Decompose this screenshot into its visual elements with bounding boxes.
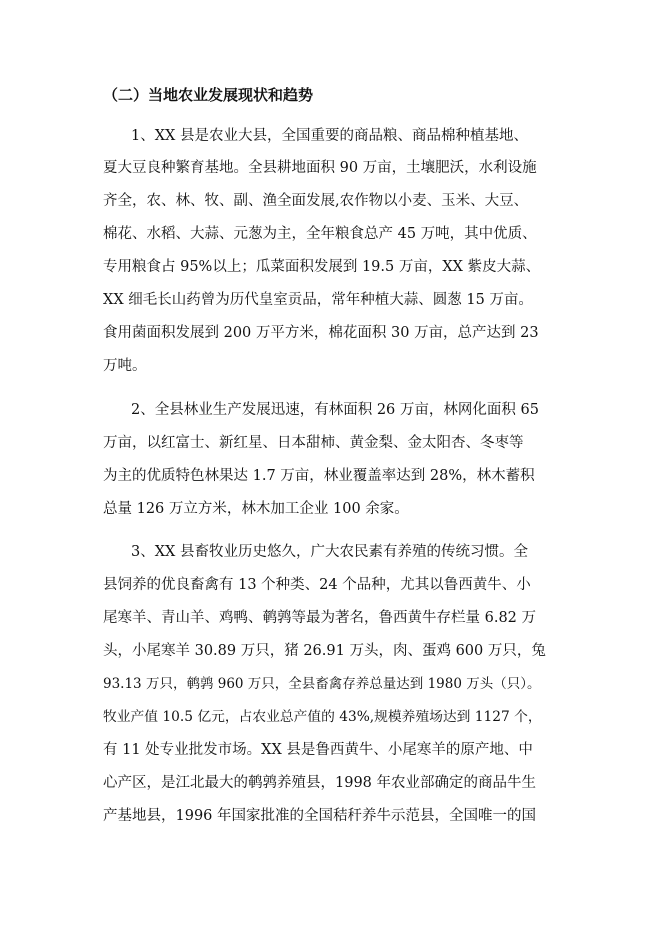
paragraph-line: 万吨。 (103, 358, 147, 374)
paragraph-line: 产基地县，1996 年国家批准的全国秸秆养牛示范县，全国唯一的国 (103, 808, 537, 824)
paragraph-line: 有 11 处专业批发市场。XX 县是鲁西黄牛、小尾寒羊的原产地、中 (103, 742, 533, 758)
paragraph-line: 专用粮食占 95%以上；瓜菜面积发展到 19.5 万亩，XX 紫皮大蒜、 (103, 259, 541, 275)
paragraph-line: 牧业产值 10.5 亿元，占农业总产值的 43%,规模养殖场达到 1127 个， (103, 709, 542, 725)
paragraph-line: 为主的优质特色林果达 1.7 万亩，林业覆盖率达到 28%，林木蓄积 (103, 468, 535, 484)
paragraph-line: 齐全，农、林、牧、副、渔全面发展,农作物以小麦、玉米、大豆、 (103, 193, 529, 209)
paragraph-line: 93.13 万只，鹌鹑 960 万只，全县畜禽存养总量达到 1980 万头（只）。 (103, 676, 541, 692)
paragraph-line: 头，小尾寒羊 30.89 万只，猪 26.91 万头，肉、蛋鸡 600 万只，兔 (103, 643, 546, 659)
paragraph-line: 万亩，以红富士、新红星、日本甜柿、黄金梨、金太阳杏、冬枣等 (103, 435, 524, 451)
paragraph-line: 2、全县林业生产发展迅速，有林面积 26 万亩，林网化面积 65 (131, 402, 539, 418)
paragraph-line: 食用菌面积发展到 200 万平方米，棉花面积 30 万亩，总产达到 23 (103, 325, 539, 341)
section-heading: （二）当地农业发展现状和趋势 (103, 86, 314, 104)
paragraph-line: 棉花、水稻、大蒜、元葱为主，全年粮食总产 45 万吨，其中优质、 (103, 226, 537, 242)
paragraph-line: 尾寒羊、青山羊、鸡鸭、鹌鹑等最为著名，鲁西黄牛存栏量 6.82 万 (103, 610, 537, 626)
paragraph-line: 3、XX 县畜牧业历史悠久，广大农民素有养殖的传统习惯。全 (131, 544, 528, 560)
paragraph-line: 夏大豆良种繁育基地。全县耕地面积 90 万亩，土壤肥沃，水利设施 (103, 160, 537, 176)
paragraph-line: XX 细毛长山药曾为历代皇室贡品，常年种植大蒜、圆葱 15 万亩。 (103, 292, 533, 308)
paragraph-line: 心产区，是江北最大的鹌鹑养殖县，1998 年农业部确定的商品牛生 (103, 775, 537, 791)
paragraph-line: 1、XX 县是农业大县，全国重要的商品粮、商品棉种植基地、 (131, 128, 528, 144)
paragraph-line: 县饲养的优良畜禽有 13 个种类、24 个品种，尤其以鲁西黄牛、小 (103, 577, 531, 593)
paragraph-line: 总量 126 万立方米，林木加工企业 100 余家。 (103, 501, 409, 517)
